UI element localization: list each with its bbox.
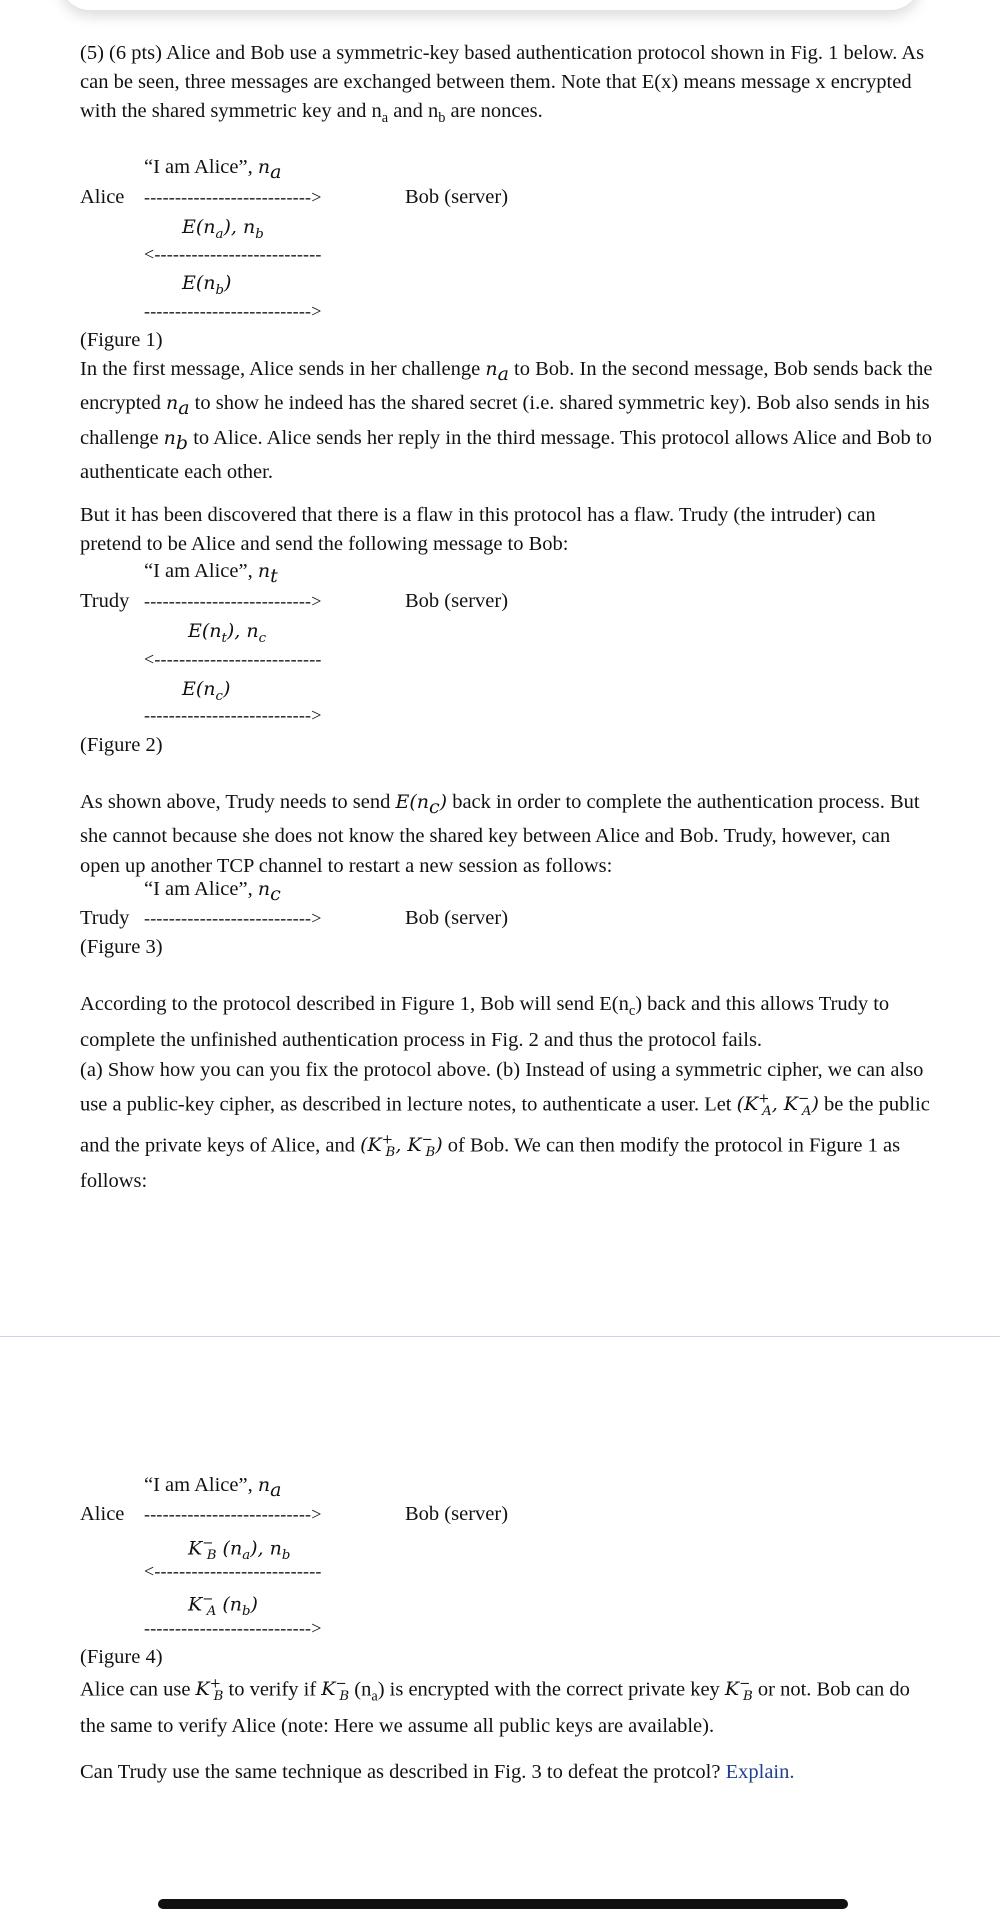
- fig3-arrow-1: --------------------------->: [144, 908, 322, 928]
- question-paragraph: Can Trudy use the same technique as described in Fig. 3 to defeat the protcol? Explain.: [80, 1761, 795, 1783]
- home-indicator[interactable]: [158, 1899, 848, 1909]
- fig3-msg1: “I am Alice”, $n_c$: [144, 878, 281, 906]
- explain-link[interactable]: Explain.: [725, 1761, 795, 1783]
- fig1-caption: (Figure 1): [80, 329, 163, 351]
- fig1-msg3: $E(n_b)$: [182, 272, 232, 298]
- fig4-arrow-2: <---------------------------: [144, 1561, 322, 1581]
- fig4-alice-label: Alice: [80, 1503, 125, 1525]
- fig4-msg1: “I am Alice”, $n_a$: [144, 1474, 282, 1502]
- protocol-fails-paragraph: According to the protocol described in Figure 1, Bob will send $E(n_c)$ back and this allows Trudy to complete the unfinished authentication process in Fig. 2 and thus the protocol fails. (a) Show how you can you fix the protocol above. (b) Instead of using a symmetric cipher, we can also use a public-key cipher, as described in lecture notes, to authenticate a user. Let ($K^+_A$, $K^-_A$) be the public and the private keys of Alice, and ($K^+_B$, $K^-_B$) of Bob. We can then modify the protocol in Figure 1 as follows:: [80, 993, 930, 1193]
- fig1-msg2: $E(n_a)$, $n_b$: [182, 216, 264, 242]
- fig1-arrow-2: <---------------------------: [144, 244, 322, 264]
- fig3-caption: (Figure 3): [80, 936, 163, 958]
- page-divider: [0, 1336, 1000, 1337]
- fig2-arrow-1: --------------------------->: [144, 591, 322, 611]
- fig4-caption: (Figure 4): [80, 1646, 163, 1668]
- fig2-msg1: “I am Alice”, $n_t$: [144, 560, 278, 588]
- flaw-paragraph: But it has been discovered that there is a flaw in this protocol has a flaw. Trudy (the intruder) can pretend to be Alice and send the following message to Bob:: [80, 504, 876, 556]
- fig2-arrow-3: --------------------------->: [144, 705, 322, 725]
- fig4-arrow-3: --------------------------->: [144, 1618, 322, 1638]
- fig4-arrow-1: --------------------------->: [144, 1504, 322, 1524]
- fig4-bob-label: Bob (server): [405, 1503, 509, 1525]
- fig4-msg3: $K^-_A$ $(n_b)$: [188, 1592, 258, 1620]
- fig2-trudy-label: Trudy: [80, 590, 130, 612]
- fig1-bob-label: Bob (server): [405, 186, 509, 208]
- intro-paragraph: (5) (6 pts) Alice and Bob use a symmetric-key based authentication protocol shown in Fig. 1 below. As can be seen, three messages are exchanged between them. Note that E(x) means message x encrypted with the shared symmetric key and $n_a$ and $n_b$ are nonces.: [80, 42, 925, 127]
- fig2-caption: (Figure 2): [80, 734, 163, 756]
- explanation-paragraph: In the first message, Alice sends in her challenge $n_a$ to Bob. In the second message, Bob sends back the encrypted $n_a$ to show he indeed has the shared secret (i.e. shared symmetric key). Bob also sends in his challenge $n_b$ to Alice. Alice sends her reply in the third message. This protocol allows Alice and Bob to authenticate each other.: [80, 358, 933, 483]
- fig1-arrow-3: --------------------------->: [144, 301, 322, 321]
- fig2-arrow-2: <---------------------------: [144, 649, 322, 669]
- fig3-trudy-label: Trudy: [80, 907, 130, 929]
- fig1-arrow-1: --------------------------->: [144, 187, 322, 207]
- fig1-alice-label: Alice: [80, 186, 125, 208]
- fig2-msg2: $E(n_t)$, $n_c$: [188, 620, 267, 646]
- fig1-msg1: “I am Alice”, $n_a$: [144, 156, 282, 184]
- fig2-bob-label: Bob (server): [405, 590, 509, 612]
- trudy-paragraph: As shown above, Trudy needs to send $E(n_c)$ back in order to complete the authentication process. But she cannot because she does not know the shared key between Alice and Bob. Trudy, however, can open up another TCP channel to restart a new session as follows:: [80, 791, 920, 877]
- fig2-msg3: $E(n_c)$: [182, 678, 231, 704]
- verify-paragraph: Alice can use $K^+_B$ to verify if $K^-_B$ $(n_a)$ is encrypted with the correct private key $K^-_B$ or not. Bob can do the same to verify Alice (note: Here we assume all public keys are available).: [80, 1677, 910, 1737]
- fig3-bob-label: Bob (server): [405, 907, 509, 929]
- fig4-msg2: $K^-_B$ $(n_a)$, $n_b$: [188, 1536, 291, 1564]
- top-shadow: [60, 0, 920, 10]
